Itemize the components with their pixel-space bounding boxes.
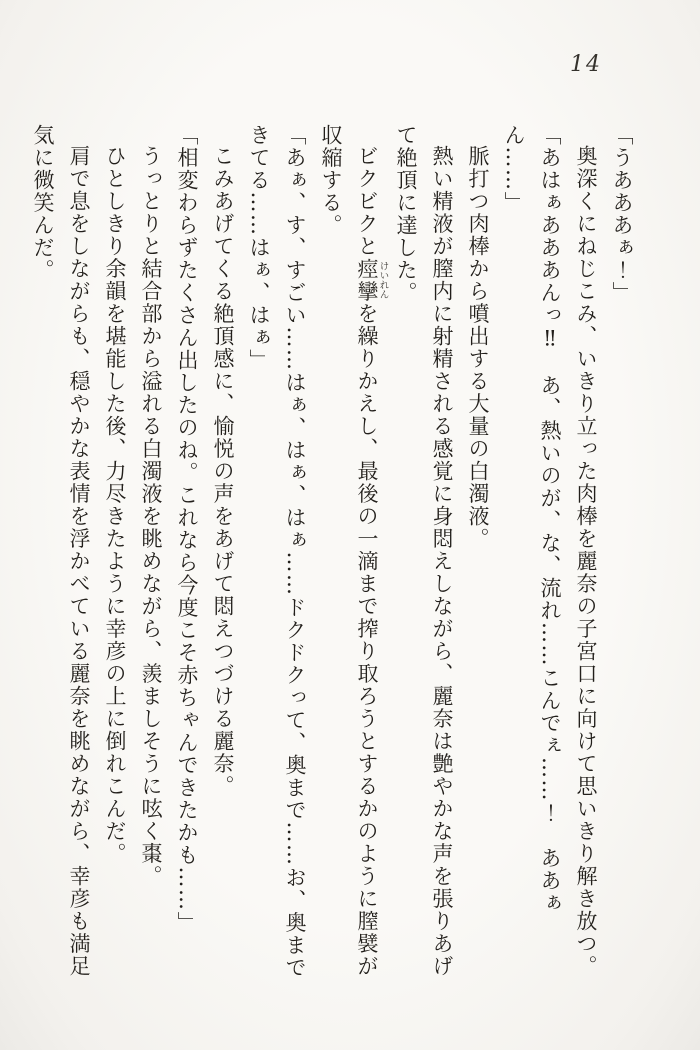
page-text <box>25 124 640 984</box>
ruby-furigana: けいれん <box>377 257 389 303</box>
paragraph-narrative: 熱い精液が膣内に射精される感覚に身悶えしながら、麗奈は艶やかな声を張りあげて絶頂に達した。 <box>394 124 454 978</box>
paragraph-dialogue: 「相変わらずたくさん出したのね。これなら今度こそ赤ちゃんできたかも……」 <box>175 124 199 934</box>
paragraph-narrative: うっとりと結合部から溢れる白濁液を眺めながら、羨ましそうに呟く棗。 <box>139 145 163 888</box>
paragraph-dialogue: 「うあああぁ！」 <box>610 124 634 304</box>
ruby-word <box>355 257 389 303</box>
paragraph-narrative-with-ruby <box>313 124 388 984</box>
paragraph-narrative: 奥深くにねじこみ、いきり立った肉棒を麗奈の子宮口に向けて思いきり解き放つ。 <box>574 145 598 978</box>
paragraph-dialogue: 「あぁ、す、すごい……はぁ、はぁ、はぁ……ドクドクって、奥まで……お、奥まできてる……はぁ、はぁ」 <box>247 124 307 979</box>
text-run: ビクビクと <box>355 145 379 258</box>
paragraph-narrative: こみあげてくる絶頂感に、愉悦の声をあげて悶えつづける麗奈。 <box>211 145 235 798</box>
paragraph-dialogue: 「あはぁあああんっ‼ あ、熱いのが、な、流れ……こんでぇ……！ ああぁん……」 <box>502 124 562 915</box>
page-number: 14 <box>570 52 602 77</box>
paragraph-narrative: ひとしきり余韻を堪能した後、力尽きたように幸彦の上に倒れこんだ。 <box>103 145 127 865</box>
text-run: を繰りかえし、最後の一滴まで搾り取ろうとするかのように膣襞が収縮する。 <box>319 124 379 978</box>
paragraph-narrative: 脈打つ肉棒から噴出する大量の白濁液。 <box>466 145 490 550</box>
paragraph-narrative: 肩で息をしながらも、穏やかな表情を浮かべている麗奈を眺めながら、幸彦も満足気に微笑んだ。 <box>31 124 91 978</box>
ruby-base: 痙攣 <box>355 257 379 303</box>
